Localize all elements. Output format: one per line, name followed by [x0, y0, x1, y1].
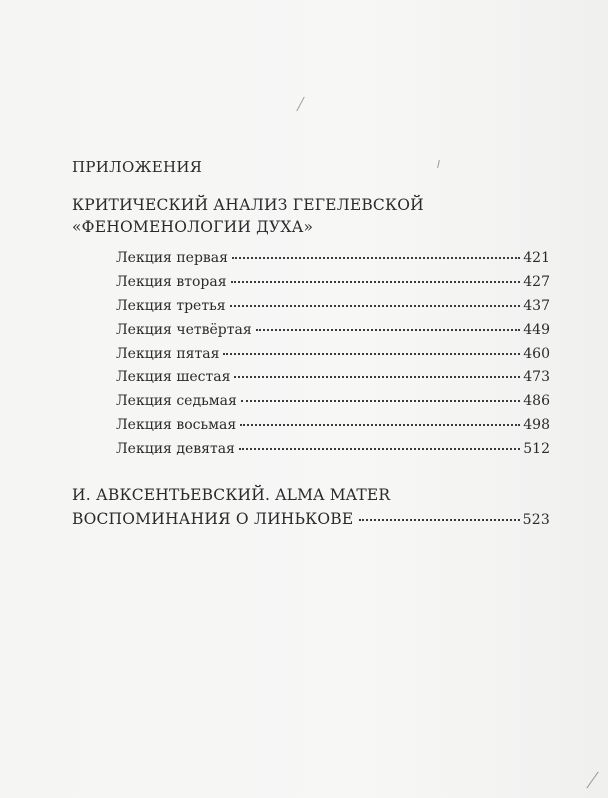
toc-entry[interactable] — [116, 274, 550, 298]
toc-entry[interactable] — [116, 393, 550, 417]
section-title-line: КРИТИЧЕСКИЙ АНАЛИЗ ГЕГЕЛЕВСКОЙ — [72, 196, 424, 214]
toc-entry-page: 460 — [523, 345, 550, 362]
toc-entry-title: Лекция третья — [116, 297, 226, 314]
dot-leader — [231, 281, 521, 283]
toc-entry-memoirs[interactable] — [72, 510, 550, 528]
dot-leader — [234, 376, 520, 378]
toc-entry-page: 421 — [523, 250, 550, 266]
dot-leader — [359, 519, 519, 521]
paper-mark — [296, 97, 304, 112]
section-title-line: И. АВКСЕНТЬЕВСКИЙ. ALMA MATER — [72, 486, 391, 504]
toc-entry[interactable] — [116, 298, 550, 322]
section-title-alma-mater — [72, 484, 390, 506]
dot-leader — [232, 257, 520, 259]
paper-mark — [586, 772, 598, 789]
toc-entry-title: Лекция вторая — [116, 273, 227, 290]
toc-entry[interactable] — [116, 250, 550, 274]
toc-entry-title: Лекция пятая — [116, 345, 220, 362]
dot-leader — [223, 353, 520, 355]
dot-leader — [256, 329, 521, 331]
toc-entry-page: 498 — [523, 417, 550, 434]
toc-entry-page: 473 — [523, 369, 550, 386]
toc-entry-page: 449 — [523, 321, 550, 338]
toc-entry[interactable] — [116, 417, 550, 441]
toc-entry-page: 486 — [523, 393, 550, 410]
toc-entry[interactable] — [116, 346, 550, 370]
toc-entry-title: ВОСПОМИНАНИЯ О ЛИНЬКОВЕ — [72, 510, 354, 528]
toc-entry-title: Лекция седьмая — [116, 393, 237, 410]
toc-entry-title: Лекция четвёртая — [116, 321, 252, 338]
paper-mark — [437, 160, 440, 168]
dot-leader — [239, 448, 520, 450]
toc-entry-page: 437 — [523, 297, 550, 314]
appendix-heading: ПРИЛОЖЕНИЯ — [72, 158, 203, 176]
toc-entry[interactable] — [116, 369, 550, 393]
toc-entry-page: 512 — [523, 441, 550, 458]
toc-entry-page: 427 — [523, 273, 550, 290]
dot-leader — [240, 424, 520, 426]
section-title-line: «ФЕНОМЕНОЛОГИИ ДУХА» — [72, 218, 314, 236]
toc-entry[interactable] — [116, 441, 550, 465]
toc-list — [116, 250, 550, 465]
dot-leader — [230, 305, 521, 307]
toc-entry-title: Лекция восьмая — [116, 417, 237, 434]
section-title-hegel — [72, 194, 424, 238]
toc-entry-title: Лекция первая — [116, 250, 228, 266]
dot-leader — [241, 400, 520, 402]
toc-entry-title: Лекция шестая — [116, 369, 231, 386]
toc-entry-title: Лекция девятая — [116, 441, 235, 458]
toc-entry[interactable] — [116, 322, 550, 346]
toc-entry-page: 523 — [522, 512, 550, 528]
